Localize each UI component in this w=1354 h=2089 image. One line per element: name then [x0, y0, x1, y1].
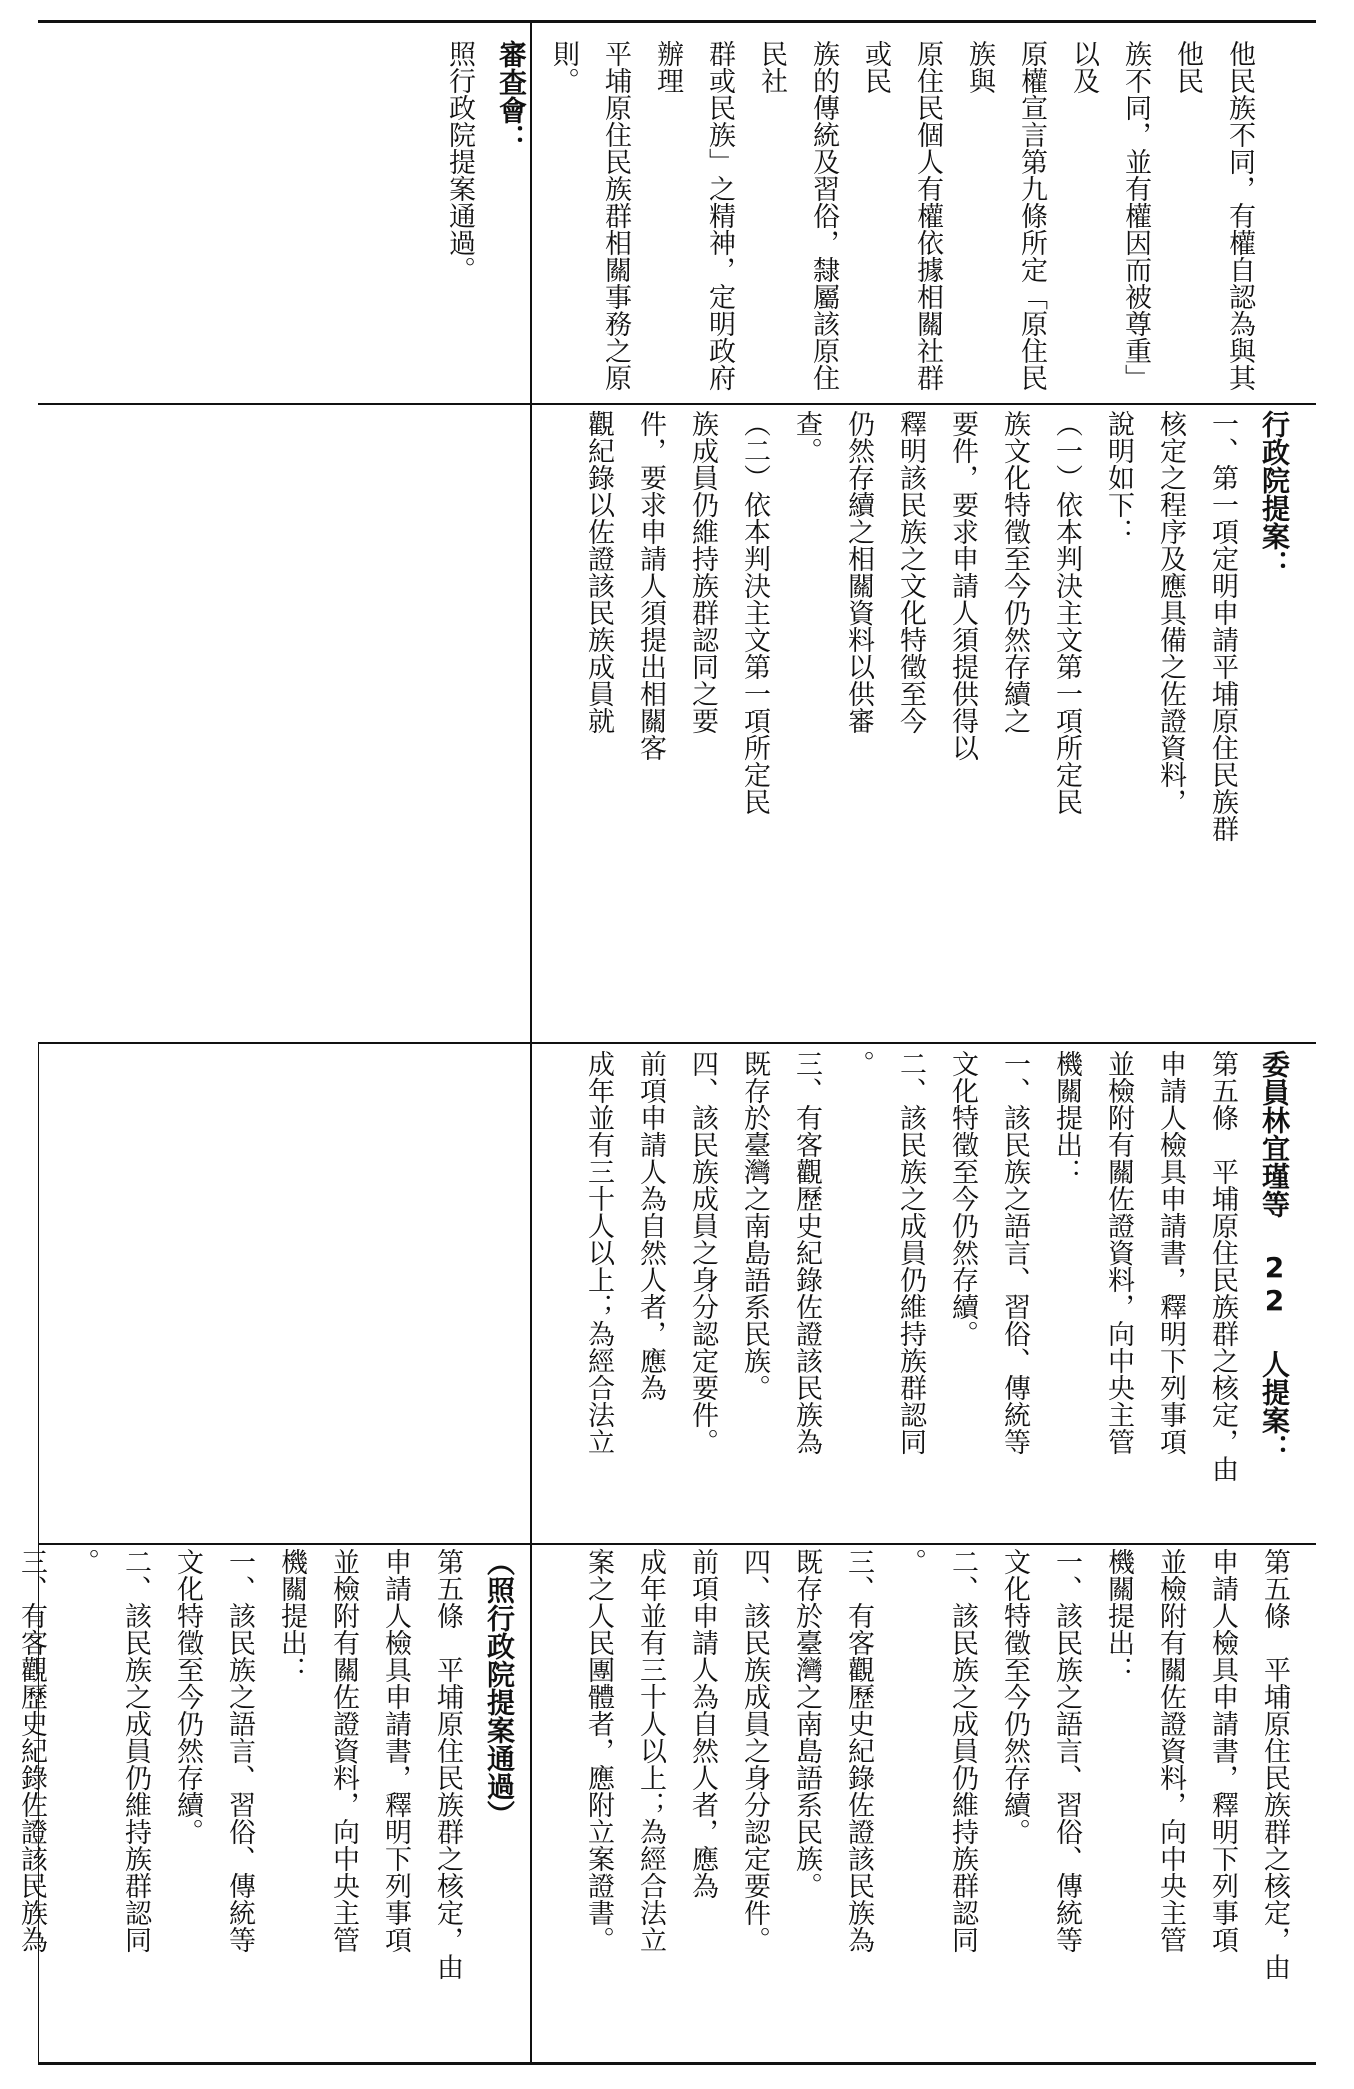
- explanation-band-line: 核定之程序及應具備之佐證資料，: [1155, 410, 1186, 815]
- explanation-band-line: 查。: [791, 410, 822, 464]
- explanation-band-line: （一）依本判決主文第一項所定民: [1051, 410, 1082, 815]
- continuation-line: 族的傳統及習俗，隸屬該原住民社: [756, 40, 839, 391]
- passed-band-line: [0, 1548, 5, 2055]
- executive-band-line: 二、該民族之成員仍維持族群認同: [947, 1548, 978, 1953]
- explanation-band-line: 釋明該民族之文化特徵至今: [895, 410, 926, 734]
- legislator-band-line: 前項申請人為自然人者，應為: [635, 1050, 666, 1401]
- review-text: 照行政院提案通過。: [444, 40, 475, 283]
- review-heading: 審查會：: [495, 40, 528, 152]
- legislator-band-line: 並檢附有關佐證資料，向中央主管: [1103, 1050, 1134, 1455]
- explanation-band-line: 族成員仍維持族群認同之要: [687, 410, 718, 734]
- legislator-band-line: 二、該民族之成員仍維持族群認同: [895, 1050, 926, 1455]
- passed-band-line: 。: [68, 1548, 99, 1575]
- continuation-line: 原住民個人有權依據相關社群或民: [860, 40, 943, 391]
- legislator-band-line: 第五條 平埔原住民族群之核定，由: [1207, 1050, 1238, 1482]
- explanation-band-heading: 行政院提案：: [1258, 410, 1291, 578]
- passed-band-line: 一、該民族之語言、習俗、傳統等: [224, 1548, 255, 1953]
- executive-band-line: 並檢附有關佐證資料，向中央主管: [1155, 1548, 1186, 1953]
- passed-band-line: 申請人檢具申請書，釋明下列事項: [380, 1548, 411, 1953]
- legislator-band-line: 一、該民族之語言、習俗、傳統等: [999, 1050, 1030, 1455]
- explanation-band-line: 族文化特徵至今仍然存續之: [999, 410, 1030, 734]
- explanation-band-line: （二）依本判決主文第一項所定民: [739, 410, 770, 815]
- executive-band-line: 成年並有三十人以上；為經合法立: [635, 1548, 666, 1953]
- explanation-band-line: 件，要求申請人須提出相關客: [635, 410, 666, 761]
- passed-band-line: 第五條 平埔原住民族群之核定，由: [432, 1548, 463, 1980]
- passed-band-line: 並檢附有關佐證資料，向中央主管: [328, 1548, 359, 1953]
- continuation-line: 群或民族」之精神，定明政府辦理: [652, 40, 735, 391]
- legislator-band-line: 三、有客觀歷史紀錄佐證該民族為: [791, 1050, 822, 1455]
- legislator-band-line: 。: [843, 1050, 874, 1077]
- continuation-line: 平埔原住民族群相關事務之原則。: [548, 40, 631, 391]
- legislator-band-line: 申請人檢具申請書，釋明下列事項: [1155, 1050, 1186, 1455]
- legislator-band-line: 成年並有三十人以上；為經合法立: [583, 1050, 614, 1455]
- legislator-band-line: 既存於臺灣之南島語系民族。: [739, 1050, 770, 1401]
- passed-band-line: 三、有客觀歷史紀錄佐證該民族為: [16, 1548, 47, 1953]
- passed-band-heading: （照行政院提案通過）: [483, 1548, 516, 1828]
- legislator-band-line: 文化特徵至今仍然存續。: [947, 1050, 978, 1347]
- legislator-band-line: 四、該民族成員之身分認定要件。: [687, 1050, 718, 1455]
- passed-band-line: 文化特徵至今仍然存續。: [172, 1548, 203, 1845]
- explanation-band-line: 一、第一項定明申請平埔原住民族群: [1207, 410, 1238, 842]
- executive-band-line: 機關提出：: [1103, 1548, 1134, 1683]
- explanation-band-line: 仍然存續之相關資料以供審: [843, 410, 874, 734]
- continuation-line: 族不同，並有權因而被尊重」以及: [1068, 40, 1151, 391]
- legislator-band-line: 機關提出：: [1051, 1050, 1082, 1185]
- executive-band-line: 前項申請人為自然人者，應為: [687, 1548, 718, 1899]
- executive-band-line: 既存於臺灣之南島語系民族。: [791, 1548, 822, 1899]
- passed-band: [16, 1548, 525, 2055]
- passed-band-line: 二、該民族之成員仍維持族群認同: [120, 1548, 151, 1953]
- executive-band-line: 案之人民團體者，應附立案證書。: [583, 1548, 614, 1953]
- continuation-line: 原權宣言第九條所定「原住民族與: [964, 40, 1047, 391]
- executive-band: [545, 1548, 1300, 2055]
- continuation-line: 他民族不同，有權自認為與其他民: [1172, 40, 1255, 391]
- executive-band-line: 三、有客觀歷史紀錄佐證該民族為: [843, 1548, 874, 1953]
- executive-band-line: 四、該民族成員之身分認定要件。: [739, 1548, 770, 1953]
- executive-band-line: 文化特徵至今仍然存續。: [999, 1548, 1030, 1845]
- executive-band-line: 第五條 平埔原住民族群之核定，由: [1259, 1548, 1290, 1980]
- explanation-band: [545, 410, 1300, 1040]
- executive-band-line: 。: [895, 1548, 926, 1575]
- explanation-band-line: 觀紀錄以佐證該民族成員就: [583, 410, 614, 734]
- passed-band-line: 機關提出：: [276, 1548, 307, 1683]
- executive-band-line: 申請人檢具申請書，釋明下列事項: [1207, 1548, 1238, 1953]
- legislator-band-heading: 委員林宜瑾等 22 人提案：: [1258, 1050, 1291, 1462]
- executive-band-line: 一、該民族之語言、習俗、傳統等: [1051, 1548, 1082, 1953]
- legislator-band: [545, 1050, 1300, 1540]
- explanation-band-line: 要件，要求申請人須提供得以: [947, 410, 978, 761]
- explanation-band-line: 說明如下：: [1103, 410, 1134, 545]
